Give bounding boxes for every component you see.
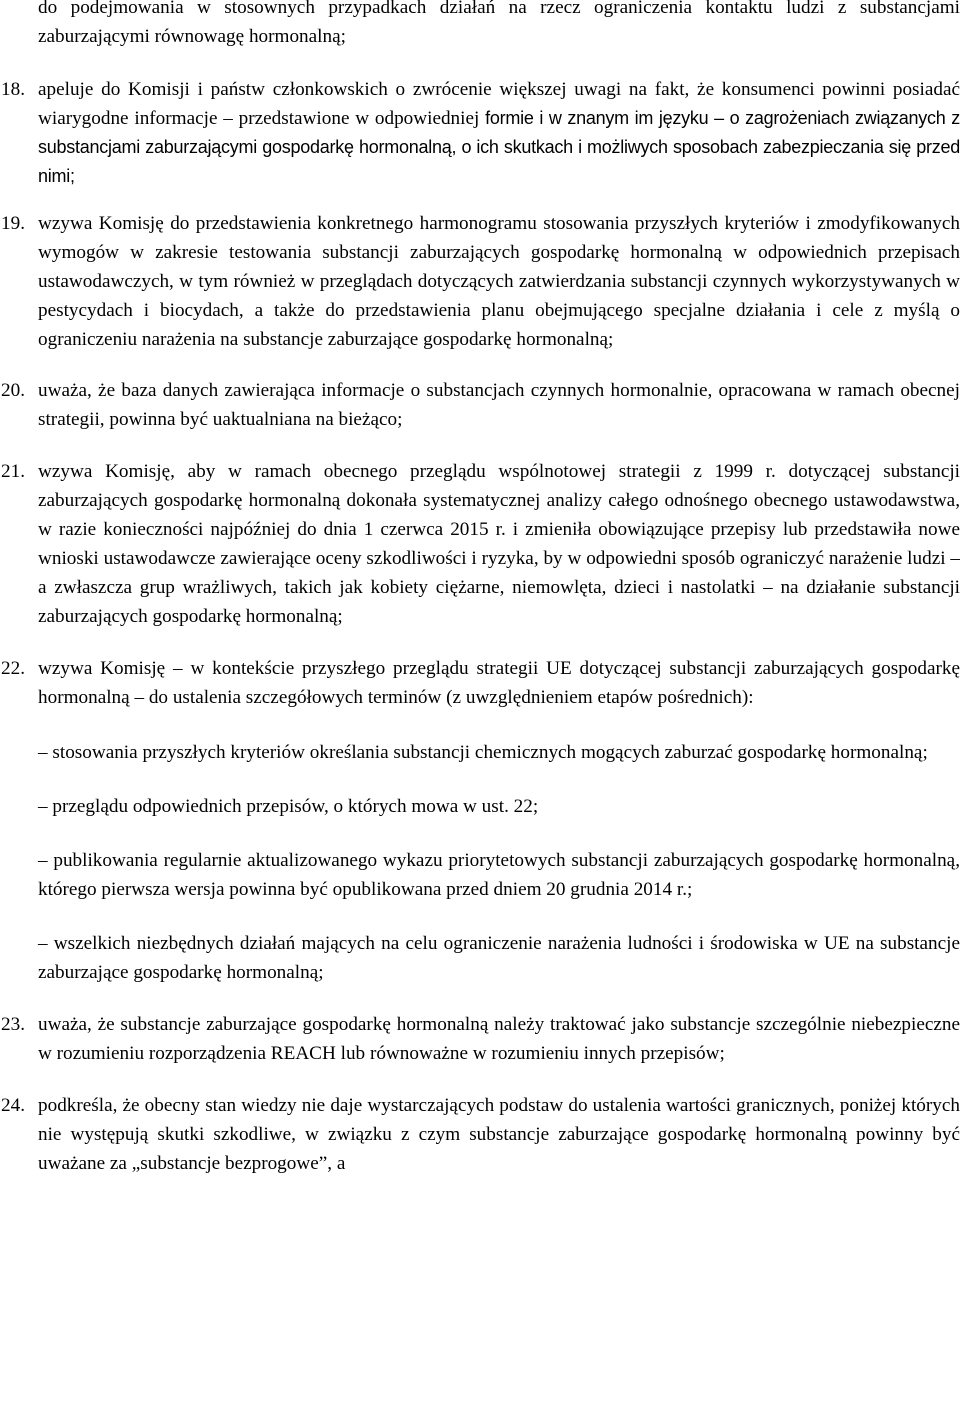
paragraph-19	[0, 209, 960, 354]
paragraph-number: 22.	[1, 658, 25, 679]
paragraph-number: 24.	[1, 1095, 25, 1116]
continuation-paragraph: do podejmowania w stosownych przypadkach działań na rzecz ograniczenia kontaktu ludzi z substancjami zaburzającymi równowagę hormonalną;	[38, 0, 960, 47]
paragraph-text-serif: apeluje do Komisji i państw członkowskich o zwrócenie większej uwagi na fakt, że konsumenci powinni posiadać wiarygodne informacje – przedstawione w odpowiedniej	[38, 79, 960, 129]
dash-item-3: – publikowania regularnie aktualizowanego wykazu priorytetowych substancji zaburzających gospodarkę hormonalną, którego pierwsza wersja powinna być opublikowana przed dniem 20 grudnia 2014 r.;	[38, 850, 960, 900]
paragraph-18	[0, 75, 960, 191]
paragraph-number: 19.	[1, 213, 25, 234]
paragraph-text: uważa, że substancje zaburzające gospodarkę hormonalną należy traktować jako substancje szczególnie niebezpieczne w rozumieniu rozporządzenia REACH lub równoważne w rozumieniu innych przepisów;	[38, 1014, 960, 1064]
paragraph-number: 20.	[1, 380, 25, 401]
paragraph-text: uważa, że baza danych zawierająca informacje o substancjach czynnych hormonalnie, opracowana w ramach obecnej strategii, powinna być uaktualniana na bieżąco;	[38, 380, 960, 430]
paragraph-number: 18.	[1, 79, 25, 100]
paragraph-24	[0, 1091, 960, 1178]
paragraph-23	[0, 1010, 960, 1068]
paragraph-text-sans: formie i w znanym im języku – o zagrożeniach związanych z substancjami zaburzającymi gospodarkę hormonalną, o ich skutkach i możliwych sposobach zabezpieczania się przed nimi;	[38, 108, 960, 186]
dash-item-1: – stosowania przyszłych kryteriów określania substancji chemicznych mogących zaburzać gospodarkę hormonalną;	[38, 742, 928, 763]
paragraph-21	[0, 457, 960, 631]
paragraph-text: wzywa Komisję – w kontekście przyszłego przeglądu strategii UE dotyczącej substancji zaburzających gospodarkę hormonalną – do ustalenia szczegółowych terminów (z uwzględnieniem etapów pośrednich):	[38, 658, 960, 708]
paragraph-20	[0, 376, 960, 434]
dash-item-2: – przeglądu odpowiednich przepisów, o których mowa w ust. 22;	[38, 796, 539, 817]
paragraph-number: 21.	[1, 461, 25, 482]
paragraph-text: podkreśla, że obecny stan wiedzy nie daje wystarczających podstaw do ustalenia wartości granicznych, poniżej których nie występują skutki szkodliwe, w związku z czym substancje zaburzające gospodarkę hormonalną powinny być uważane za „substancje bezprogowe”, a	[38, 1095, 960, 1174]
dash-item-4: – wszelkich niezbędnych działań mających na celu ograniczenie narażenia ludności i środowiska w UE na substancje zaburzające gospodarkę hormonalną;	[38, 933, 960, 983]
paragraph-22	[0, 654, 960, 712]
paragraph-text: wzywa Komisję, aby w ramach obecnego przeglądu wspólnotowej strategii z 1999 r. dotyczącej substancji zaburzających gospodarkę hormonalną dokonała systematycznej analizy całego odnośnego obecnego ustawodawstwa, w razie konieczności najpóźniej do dnia 1 czerwca 2015 r. i zmieniła obowiązujące przepisy lub przedstawiła nowe wnioski ustawodawcze zawierające oceny szkodliwości i ryzyka, by w odpowiedni sposób ograniczyć narażenie ludzi – a zwłaszcza grup wrażliwych, takich jak kobiety ciężarne, niemowlęta, dzieci i nastolatki – na działanie substancji zaburzających gospodarkę hormonalną;	[38, 461, 960, 627]
paragraph-number: 23.	[1, 1014, 25, 1035]
paragraph-text: wzywa Komisję do przedstawienia konkretnego harmonogramu stosowania przyszłych kryteriów i zmodyfikowanych wymogów w zakresie testowania substancji zaburzających gospodarkę hormonalną w odpowiednich przepisach ustawodawczych, w tym również w przeglądach dotyczących zatwierdzania substancji czynnych wykorzystywanych w pestycydach i biocydach, a także do przedstawienia planu obejmującego specjalne działania i cele z myślą o ograniczeniu narażenia na substancje zaburzające gospodarkę hormonalną;	[38, 213, 960, 350]
